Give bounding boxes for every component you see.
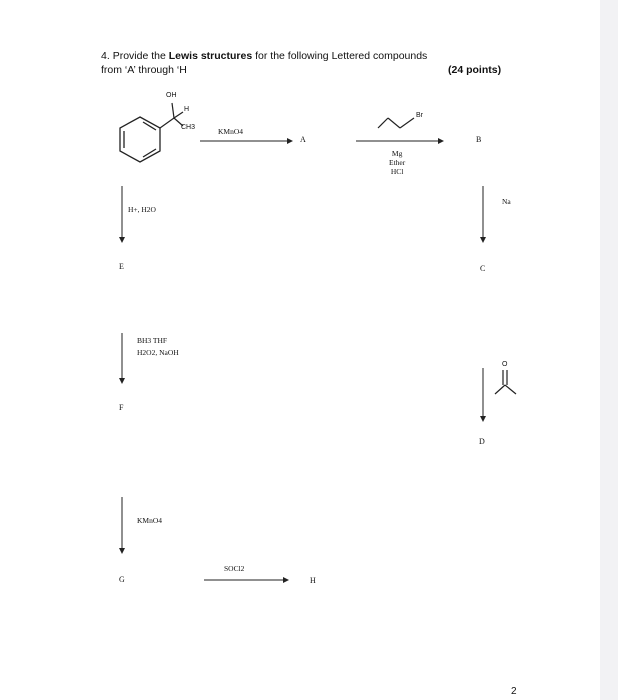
- ketone-skeleton: [495, 370, 516, 394]
- ketone-o-label: O: [502, 361, 508, 368]
- reagent-kmno4-top: KMnO4: [218, 127, 244, 136]
- letter-f: F: [119, 403, 124, 412]
- ch3-label: CH3: [181, 124, 196, 131]
- reagent-hydroboration: [137, 336, 179, 357]
- question-line-1: 4. Provide the Lewis structures for the following Lettered compounds: [101, 50, 428, 62]
- reagent-h2o2-naoh: H2O2, NaOH: [137, 348, 179, 357]
- bromide-skeleton: [378, 118, 414, 128]
- reagent-sodium: Na: [502, 197, 511, 206]
- question-line-2: from ‘A’ through ‘H: [101, 64, 187, 76]
- reagent-mg: Mg: [391, 149, 403, 158]
- letter-b: B: [476, 135, 482, 144]
- letter-c: C: [480, 264, 486, 273]
- side-chain-bonds: [160, 103, 183, 128]
- page-number: 2: [511, 686, 517, 697]
- reagent-kmno4-bottom: KMnO4: [137, 516, 163, 525]
- letter-e: E: [119, 262, 124, 271]
- letter-a: A: [300, 135, 306, 144]
- reagent-grignard: [389, 149, 405, 176]
- reagent-bh3-thf: BH3 THF: [137, 336, 168, 345]
- benzene-ring: [120, 117, 160, 162]
- reagent-acid-water: H+, H2O: [128, 205, 156, 214]
- br-label: Br: [416, 112, 423, 119]
- h-label: H: [184, 106, 190, 113]
- letter-h: H: [310, 576, 316, 585]
- letter-d: D: [479, 437, 485, 446]
- points-label: (24 points): [448, 64, 502, 76]
- letter-g: G: [119, 575, 125, 584]
- oh-label: OH: [166, 92, 177, 99]
- reagent-ether: Ether: [389, 158, 406, 167]
- reagent-hcl: HCl: [390, 167, 404, 176]
- reagent-socl2: SOCl2: [224, 564, 245, 573]
